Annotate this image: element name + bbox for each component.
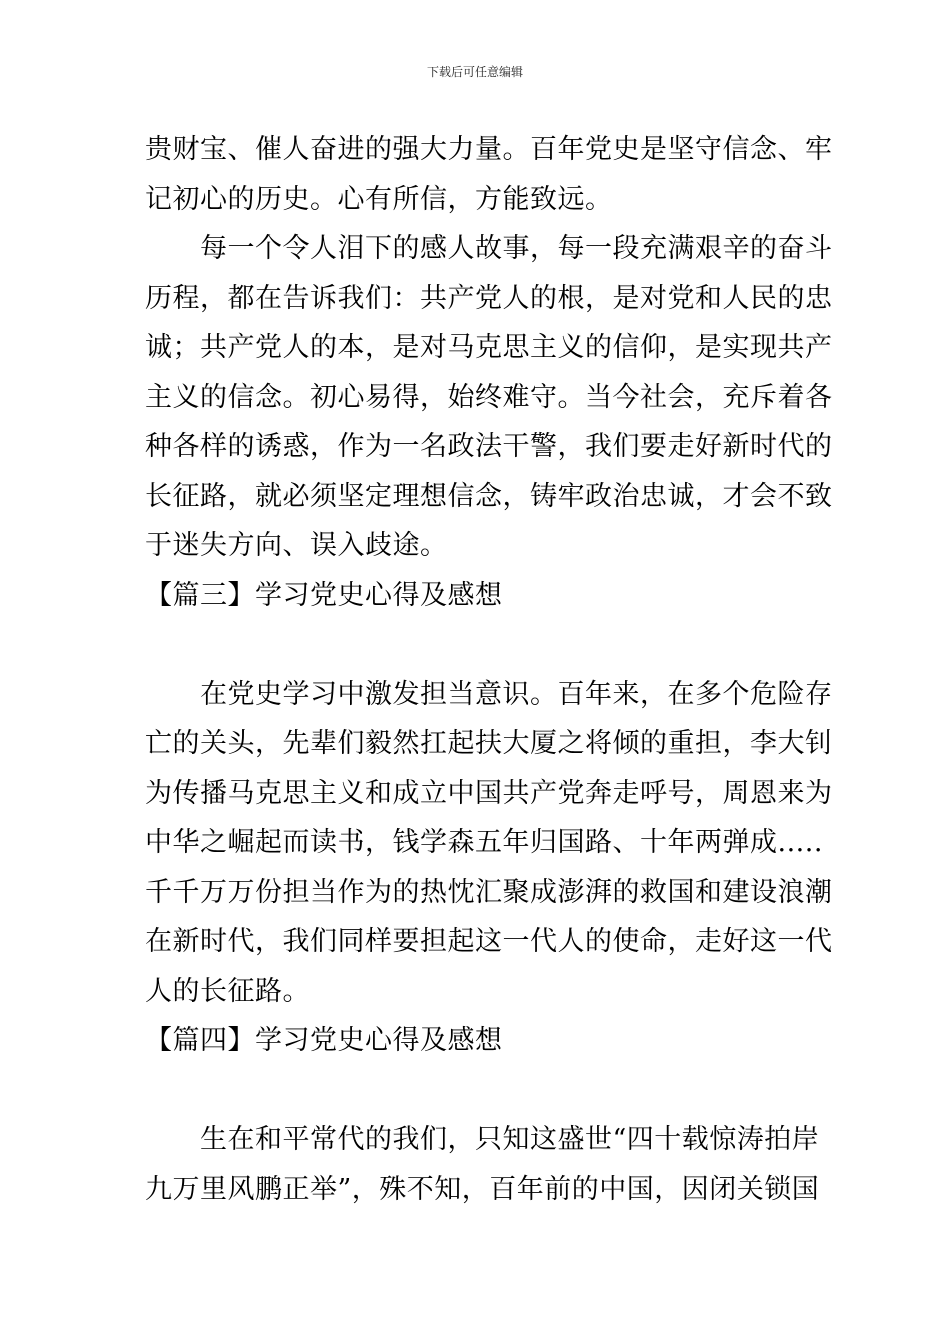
text-line: 在新时代，我们同样要担起这一代人的使命，走好这一代 xyxy=(145,926,833,957)
document-body xyxy=(145,125,833,1214)
text-line: 人的长征路。 xyxy=(145,975,310,1007)
text-line: 贵财宝、催人奋进的强大力量。百年党史是坚守信念、牢 xyxy=(145,134,833,165)
paragraph-start-line: 每一个令人泪下的感人故事，每一段充满艰辛的奋斗 xyxy=(200,233,833,264)
paragraph-start-line: 生在和平常代的我们，只知这盛世“四十载惊涛拍岸 xyxy=(200,1124,820,1155)
blank-line xyxy=(145,620,810,670)
page-header: 下载后可任意编辑 xyxy=(426,65,523,79)
text-line: 历程，都在告诉我们：共产党人的根，是对党和人民的忠 xyxy=(145,282,833,314)
text-line: 长征路，就必须坚定理想信念，铸牢政治忠诚，才会不致 xyxy=(145,480,833,512)
text-line: 主义的信念。初心易得，始终难守。当今社会，充斥着各 xyxy=(145,381,833,413)
text-line: 亡的关头，先辈们毅然扛起扶大厦之将倾的重担，李大钊 xyxy=(145,728,833,759)
paragraph-start-line: 在党史学习中激发担当意识。百年来，在多个危险存 xyxy=(200,678,833,710)
text-line: 于迷失方向、误入歧途。 xyxy=(145,530,448,561)
text-line: 诚；共产党人的本，是对马克思主义的信仰，是实现共产 xyxy=(145,332,833,363)
section-heading: 【篇四】学习党史心得及感想 xyxy=(145,1025,503,1056)
text-line: 千千万万份担当作为的热忱汇聚成澎湃的救国和建设浪潮 xyxy=(145,876,833,908)
section-heading: 【篇三】学习党史心得及感想 xyxy=(145,579,503,611)
text-line: 种各样的诱惑，作为一名政法干警，我们要走好新时代的 xyxy=(145,431,833,462)
text-line: 中华之崛起而读书，钱学森五年归国路、十年两弹成..... xyxy=(145,827,823,858)
text-line: 记初心的历史。心有所信，方能致远。 xyxy=(145,183,613,215)
text-line: 九万里风鹏正举”，殊不知，百年前的中国，因闭关锁国 xyxy=(145,1173,820,1205)
text-line: 为传播马克思主义和成立中国共产党奔走呼号，周恩来为 xyxy=(145,777,833,809)
blank-line xyxy=(145,1066,810,1116)
